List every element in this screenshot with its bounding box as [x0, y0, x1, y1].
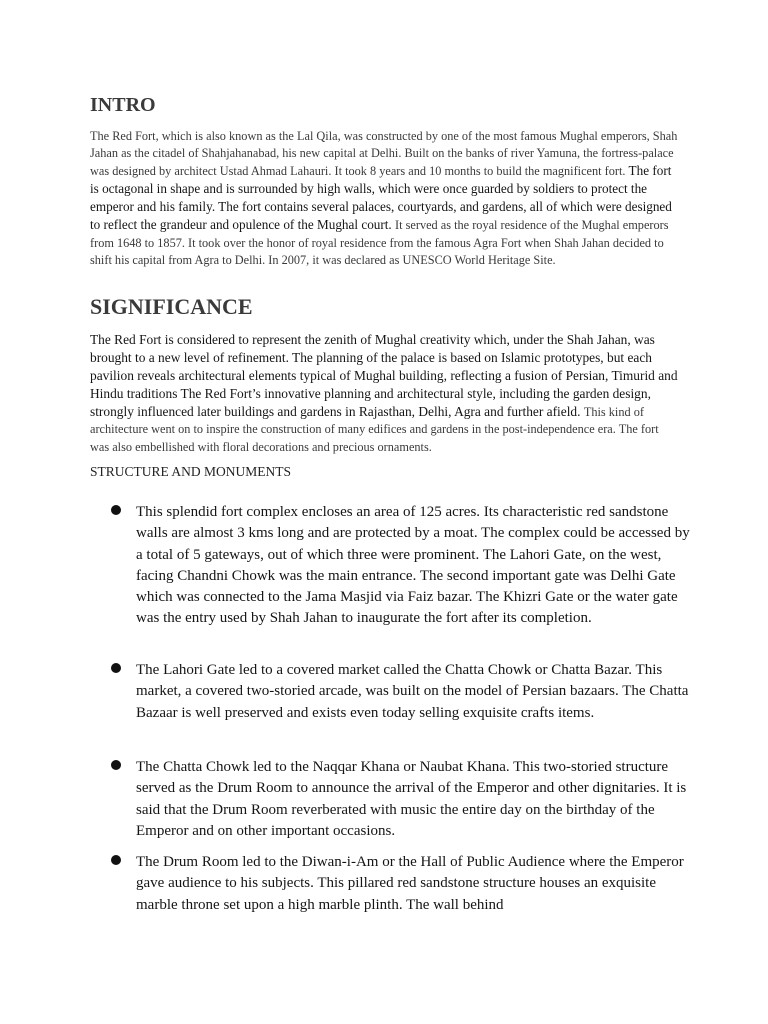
- list-item: [110, 660, 690, 724]
- bullet-dot-icon: [111, 663, 121, 673]
- list-item: [110, 502, 690, 630]
- intro-text-c: It served as the royal residence of the Mughal emperors from 1648 to 1857. It took over the honor of royal residence from the famous Agra Fort when Shah Jahan decided to shift his capital from Agra to Delhi. In 2007, it was declared as UNESCO World Heritage Site.: [90, 218, 669, 267]
- intro-paragraph: [90, 128, 680, 269]
- list-item: [110, 757, 690, 842]
- bullet-text: The Drum Room led to the Diwan-i-Am or the Hall of Public Audience where the Emperor gave audience to his subjects. This pillared red sandstone structure houses an exquisite marble throne set upon a high marble plinth. The wall behind: [136, 854, 684, 913]
- significance-text-b: This kind of architecture went on to inspire the construction of many edifices and gardens in the post-independence era. The fort was also embellished with floral decorations and precious ornaments.: [90, 405, 659, 454]
- significance-text-a: The Red Fort is considered to represent the zenith of Mughal creativity which, under the Shah Jahan, was brought to a new level of refinement. The planning of the palace is based on Islamic prototypes, but each pavilion reveals architectural elements typical of Mughal building, reflecting a fusion of Persian, Timurid and Hindu traditions The Red Fort’s innovative planning and architectural style, including the garden design, strongly influenced later buildings and gardens in Rajasthan, Delhi, Agra and further afield.: [90, 332, 678, 420]
- bullet-dot-icon: [111, 760, 121, 770]
- intro-text-a: The Red Fort, which is also known as the Lal Qila, was constructed by one of the most famous Mughal emperors, Shah Jahan as the citadel of Shahjahanabad, his new capital at Delhi. Built on the banks of river Yamuna, the fortress-palace was designed by architect Ustad Ahmad Lahauri. It took 8 years and 10 months to build the magnificent fort.: [90, 129, 678, 179]
- intro-text-b: The fort is octagonal in shape and is surrounded by high walls, which were once guarded by soldiers to protect the emperor and his family. The fort contains several palaces, courtyards, and gardens, all of which were designed to reflect the grandeur and opulence of the Mughal court.: [90, 163, 672, 233]
- list-item: [110, 852, 690, 916]
- significance-heading: SIGNIFICANCE: [90, 294, 253, 319]
- bullet-dot-icon: [111, 855, 121, 865]
- structure-heading: STRUCTURE AND MONUMENTS: [90, 464, 292, 479]
- bullet-text: This splendid fort complex encloses an area of 125 acres. Its characteristic red sandstone walls are almost 3 kms long and are protected by a moat. The complex could be accessed by a total of 5 gateways, out of which three were prominent. The Lahori Gate, on the west, facing Chandni Chowk was the main entrance. The second important gate was Delhi Gate which was connected to the Jama Masjid via Faiz bazar. The Khizri Gate or the water gate was the entry used by Shah Jahan to inaugurate the fort after its completion.: [136, 504, 690, 627]
- significance-paragraph: [90, 331, 680, 456]
- intro-heading: INTRO: [90, 94, 156, 116]
- bullet-text: The Chatta Chowk led to the Naqqar Khana or Naubat Khana. This two-storied structure served as the Drum Room to announce the arrival of the Emperor and other dignitaries. It is said that the Drum Room reverberated with music the entire day on the birthday of the Emperor and on other important occasions.: [136, 759, 687, 839]
- bullet-text: The Lahori Gate led to a covered market called the Chatta Chowk or Chatta Bazar. This market, a covered two-storied arcade, was built on the model of Persian bazaars. The Chatta Bazaar is well preserved and exists even today selling exquisite crafts items.: [136, 662, 689, 721]
- bullet-dot-icon: [111, 505, 121, 515]
